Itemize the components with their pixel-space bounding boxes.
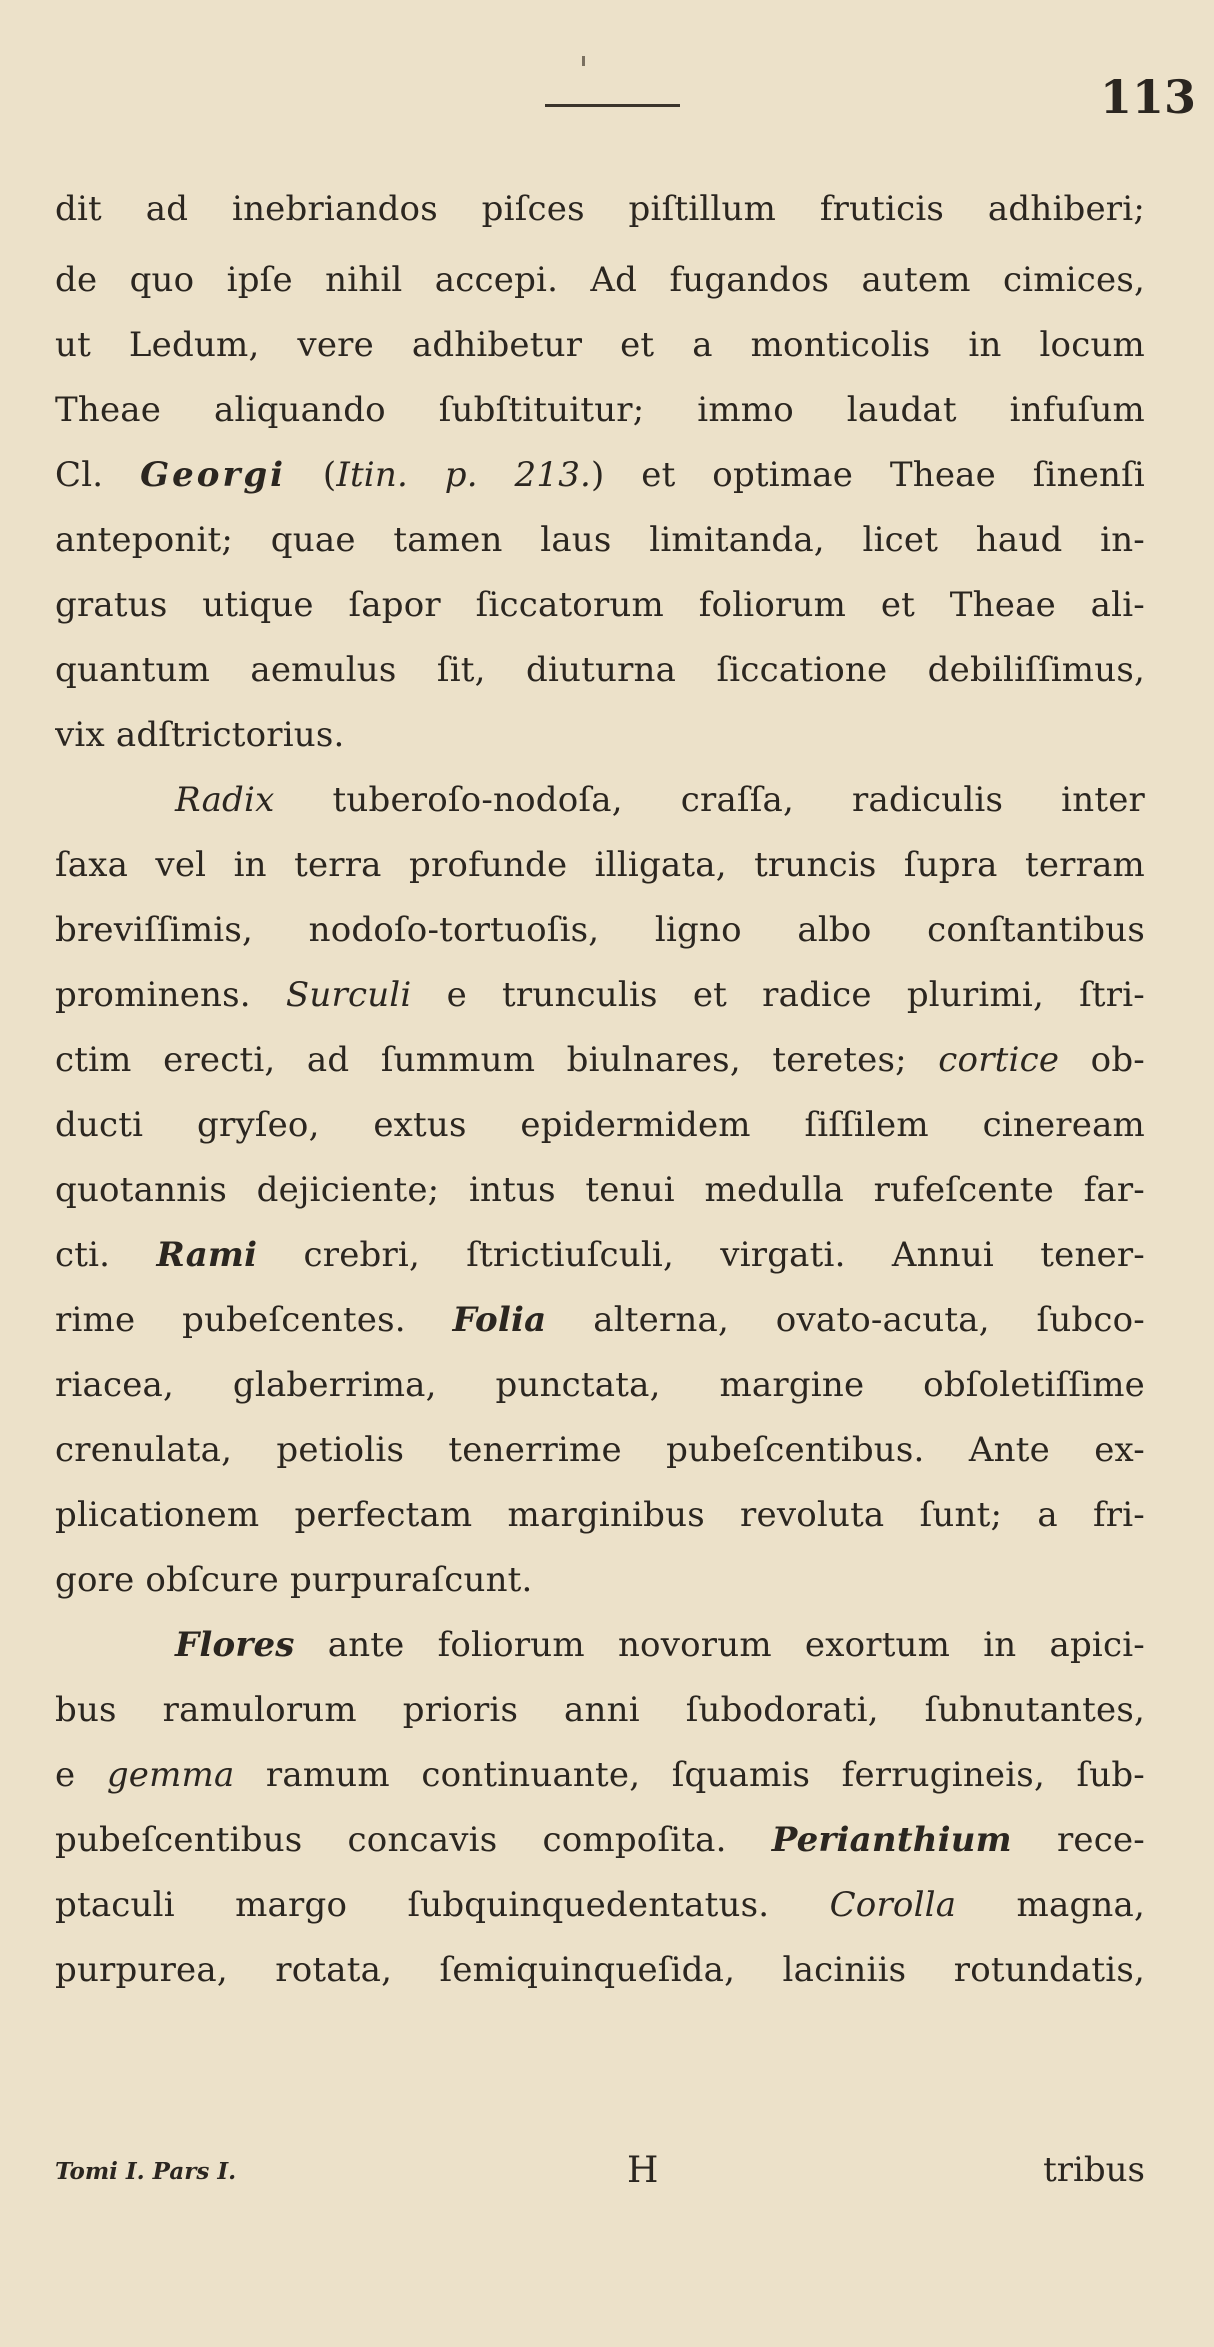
text-line: ut Ledum, vere adhibetur et a monticolis in locum <box>55 325 1145 365</box>
term: Flores <box>175 1625 295 1665</box>
term: gemma <box>106 1755 235 1795</box>
top-mark <box>582 56 585 66</box>
text-line: purpurea, rotata, ſemiquinqueſida, laciniis rotundatis, <box>55 1950 1145 1990</box>
header-rule <box>545 104 680 107</box>
term: Folia <box>452 1300 547 1340</box>
text-line: dit ad inebriandos piſces piſtillum fruticis adhiberi; <box>55 192 1145 229</box>
text-line: anteponit; quae tamen laus limitanda, licet haud in- <box>55 520 1145 560</box>
page-number: 113 <box>1100 70 1197 124</box>
text-line: gore obſcure purpuraſcunt. <box>55 1560 533 1600</box>
page-footer <box>55 2150 1145 2200</box>
signature-letter: H <box>627 2150 659 2191</box>
text-line: Cl. Georgi (Itin. p. 213.) et optimae Theae ſinenſi <box>55 455 1145 495</box>
text-line: gratus utique ſapor ſiccatorum foliorum et Theae ali- <box>55 585 1145 625</box>
text-line: ducti gryſeo, extus epidermidem ſiſſilem cineream <box>55 1105 1145 1145</box>
text-line: quantum aemulus ſit, diuturna ſiccatione debiliſſimus, <box>55 650 1145 690</box>
text-line: vix adſtrictorius. <box>55 715 345 755</box>
author-name: Georgi <box>140 455 287 495</box>
term: Rami <box>156 1235 258 1275</box>
term: Radix <box>175 780 275 820</box>
text-line: plicationem perfectam marginibus revoluta ſunt; a fri- <box>55 1495 1145 1535</box>
text-line: rime pubeſcentes. Folia alterna, ovato-acuta, ſubco- <box>55 1300 1145 1340</box>
text-line: Radix tuberoſo-nodoſa, craſſa, radiculis inter <box>175 780 1145 820</box>
text-line: Theae aliquando ſubſtituitur; immo laudat infuſum <box>55 390 1145 430</box>
citation: Itin. p. 213. <box>336 455 592 495</box>
text-line: prominens. Surculi e trunculis et radice plurimi, ſtri- <box>55 975 1145 1015</box>
text-line: ctim erecti, ad ſummum biulnares, teretes; cortice ob- <box>55 1040 1145 1080</box>
text-line: Flores ante foliorum novorum exortum in apici- <box>175 1625 1145 1665</box>
text-line: e gemma ramum continuante, ſquamis ferrugineis, ſub- <box>55 1755 1145 1795</box>
term: cortice <box>938 1040 1060 1080</box>
text-line: quotannis dejiciente; intus tenui medulla rufeſcente far- <box>55 1170 1145 1210</box>
text-line: ptaculi margo ſubquinquedentatus. Corolla magna, <box>55 1885 1145 1925</box>
catchword: tribus <box>1043 2150 1145 2190</box>
text-line: crenulata, petiolis tenerrime pubeſcentibus. Ante ex- <box>55 1430 1145 1470</box>
text-line: riacea, glaberrima, punctata, margine obſoletiſſime <box>55 1365 1145 1405</box>
text-line: pubeſcentibus concavis compoſita. Perianthium rece- <box>55 1820 1145 1860</box>
term: Perianthium <box>771 1820 1012 1860</box>
text-line: ſaxa vel in terra profunde illigata, truncis ſupra terram <box>55 845 1145 885</box>
text-line: bus ramulorum prioris anni ſubodorati, ſubnutantes, <box>55 1690 1145 1730</box>
text-line: de quo ipſe nihil accepi. Ad fugandos autem cimices, <box>55 260 1145 300</box>
term: Surculi <box>285 975 412 1015</box>
text-line: breviſſimis, nodoſo-tortuoſis, ligno albo conſtantibus <box>55 910 1145 950</box>
body-text <box>55 192 1145 2012</box>
signature-mark: Tomi I. Pars I. <box>55 2158 237 2185</box>
term: Corolla <box>829 1885 957 1925</box>
text-line: cti. Rami crebri, ſtrictiuſculi, virgati. Annui tener- <box>55 1235 1145 1275</box>
